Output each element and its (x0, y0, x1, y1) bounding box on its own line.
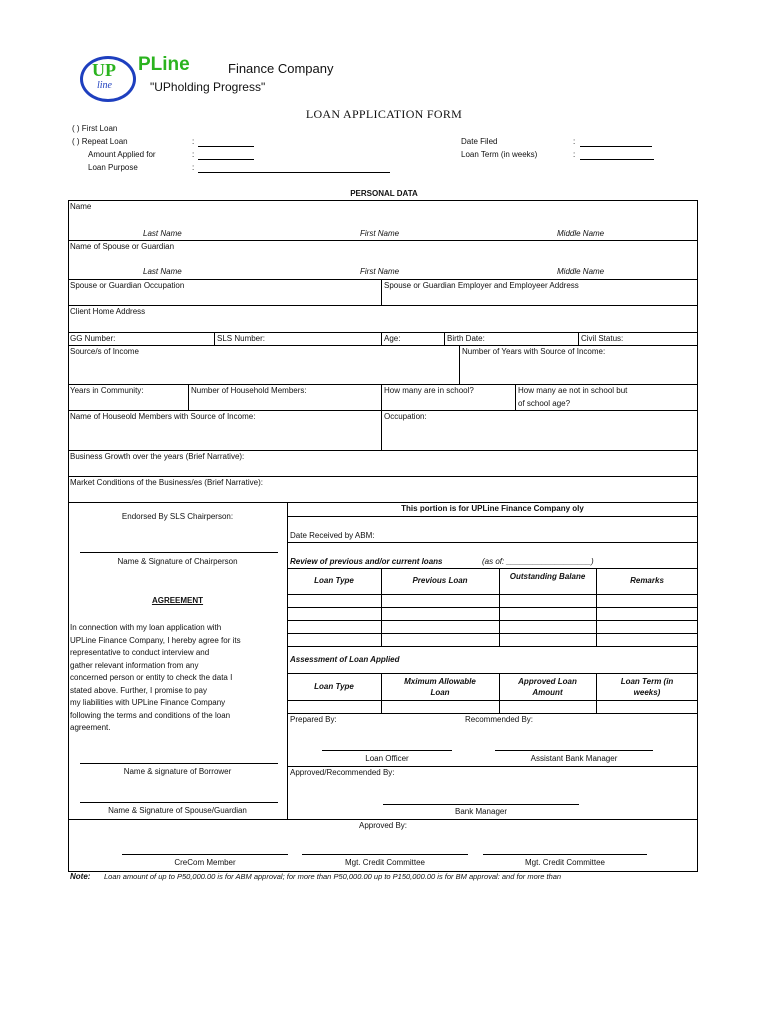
logo-tagline: "UPholding Progress" (150, 80, 266, 94)
chair-signature-label: Name & Signature of Chairperson (117, 557, 238, 566)
asst-manager-label: Assistant Bank Manager (530, 754, 618, 763)
assessment-label: Assessment of Loan Applied (290, 655, 400, 664)
agreement-line: gather relevant information from any (70, 660, 199, 670)
agreement-line: agreement. (70, 723, 111, 732)
amount-applied-field[interactable] (198, 159, 254, 160)
first-loan-option[interactable]: ( ) First Loan (72, 124, 118, 133)
spouse-middle-name-label: Middle Name (557, 267, 605, 276)
approved-recommended-label: Approved/Recommended By: (290, 768, 395, 777)
crecom-signature-line[interactable] (122, 854, 288, 855)
borrower-signature-label: Name & signature of Borrower (123, 767, 232, 776)
first-name-label: First Name (360, 229, 400, 238)
assess-header-loan-type: Loan Type (314, 682, 354, 691)
logo-brand-name: PLine (138, 54, 190, 75)
repeat-loan-field[interactable] (198, 146, 254, 147)
assess-header-loan-term: Loan Term (in weeks) (620, 677, 674, 697)
mgt1-label: Mgt. Credit Committee (344, 858, 426, 867)
spouse-signature-label: Name & Signature of Spouse/Guardian (108, 806, 247, 815)
logo (80, 52, 380, 104)
business-growth-label: Business Growth over the years (Brief Narrative): (70, 452, 245, 461)
loan-term-field[interactable] (580, 159, 654, 160)
form-title: LOAN APPLICATION FORM (305, 107, 463, 121)
household-members-label: Number of Household Members: (191, 386, 307, 395)
mgt2-signature-line[interactable] (483, 854, 647, 855)
bank-manager-signature-line[interactable] (383, 804, 579, 805)
date-received-label: Date Received by ABM: (290, 531, 375, 540)
bank-manager-label: Bank Manager (454, 807, 508, 816)
agreement-line: UPLine Finance Company, I hereby agree for its (70, 635, 241, 645)
chair-signature-line[interactable] (80, 552, 278, 553)
review-header-outstanding: Outstanding Balane (509, 572, 586, 581)
age-label: Age: (384, 334, 401, 343)
mgt2-label: Mgt. Credit Committee (524, 858, 606, 867)
spouse-name-label: Name of Spouse or Guardian (70, 242, 175, 251)
loan-term-colon: : (573, 150, 576, 159)
civil-status-label: Civil Status: (581, 334, 624, 343)
agreement-line: stated above. Further, I promise to pay (70, 685, 207, 695)
prepared-by-label: Prepared By: (290, 715, 337, 724)
agreement-line: my liabilities with UPLine Finance Company (70, 698, 226, 707)
members-income-label: Name of Houseold Members with Source of Income: (70, 412, 256, 421)
amount-colon: : (192, 150, 195, 159)
middle-name-label: Middle Name (557, 229, 605, 238)
review-header-loan-type: Loan Type (314, 576, 354, 585)
portion-title: This portion is for UPLine Finance Company oly (401, 504, 584, 513)
market-conditions-label: Market Conditions of the Business/es (Brief Narrative): (70, 478, 263, 487)
not-in-school-label-2: of school age? (518, 399, 571, 408)
occupation-label: Occupation: (384, 412, 427, 421)
review-label: Review of previous and/or current loans (290, 557, 443, 566)
asst-manager-signature-line[interactable] (495, 750, 653, 751)
purpose-colon: : (192, 163, 195, 172)
loan-officer-label: Loan Officer (365, 754, 409, 763)
agreement-line: following the terms and conditions of the loan (70, 710, 231, 720)
spouse-occupation-label: Spouse or Guardian Occupation (70, 281, 185, 290)
years-community-label: Years in Community: (70, 386, 144, 395)
amount-applied-label: Amount Applied for (88, 150, 156, 159)
endorsed-label: Endorsed By SLS Chairperson: (121, 512, 234, 521)
income-sources-label: Source/s of Income (70, 347, 139, 356)
date-filed-label: Date Filed (461, 137, 498, 146)
loan-purpose-field[interactable] (198, 172, 390, 173)
approved-by-label: Approved By: (358, 821, 408, 830)
review-header-previous-loan: Previous Loan (412, 576, 468, 585)
agreement-line: In connection with my loan application with (70, 623, 222, 632)
spouse-last-name-label: Last Name (143, 267, 182, 276)
repeat-loan-option[interactable]: ( ) Repeat Loan (72, 137, 128, 146)
loan-term-label: Loan Term (in weeks) (461, 150, 538, 159)
in-school-label: How many are in school? (384, 386, 474, 395)
agreement-text (70, 622, 288, 735)
note-label: Note: (70, 872, 91, 881)
agreement-line: concerned person or entity to check the data I (70, 673, 233, 682)
logo-line-text: line (97, 80, 112, 91)
years-income-label: Number of Years with Source of Income: (462, 347, 606, 356)
mgt1-signature-line[interactable] (302, 854, 468, 855)
agreement-title: AGREEMENT (151, 596, 204, 605)
name-label: Name (70, 202, 92, 211)
borrower-signature-line[interactable] (80, 763, 278, 764)
review-header-remarks: Remarks (630, 576, 664, 585)
logo-up-text: UP (92, 60, 116, 80)
personal-data-heading: PERSONAL DATA (350, 189, 418, 198)
crecom-label: CreCom Member (174, 858, 236, 867)
agreement-line: representative to conduct interview and (70, 648, 210, 657)
spouse-first-name-label: First Name (360, 267, 400, 276)
date-filed-colon: : (573, 137, 576, 146)
review-as-of: (as of: ___________________) (482, 557, 594, 566)
spouse-employer-label: Spouse or Guardian Employer and Employeer Address (384, 281, 579, 290)
repeat-loan-colon: : (192, 137, 195, 146)
not-in-school-label-1: How many ae not in school but (518, 386, 628, 395)
logo-emblem (80, 56, 136, 102)
assess-header-approved-amount: Approved Loan Amount (518, 677, 577, 697)
home-address-label: Client Home Address (70, 307, 146, 316)
loan-officer-signature-line[interactable] (322, 750, 452, 751)
gg-number-label: GG Number: (70, 334, 116, 343)
recommended-by-label: Recommended By: (465, 715, 534, 724)
last-name-label: Last Name (143, 229, 182, 238)
loan-purpose-label: Loan Purpose (88, 163, 138, 172)
date-filed-field[interactable] (580, 146, 652, 147)
sls-number-label: SLS Number: (217, 334, 266, 343)
birth-date-label: Birth Date: (447, 334, 485, 343)
assess-header-max-loan: Mximum Allowable Loan (404, 677, 476, 697)
spouse-signature-line[interactable] (80, 802, 278, 803)
logo-company-name: Finance Company (228, 61, 334, 76)
note-text: Loan amount of up to P50,000.00 is for ABM approval; for more than P50,000.00 up to P150,000.00 is for BM approval: and for more than (104, 872, 562, 881)
